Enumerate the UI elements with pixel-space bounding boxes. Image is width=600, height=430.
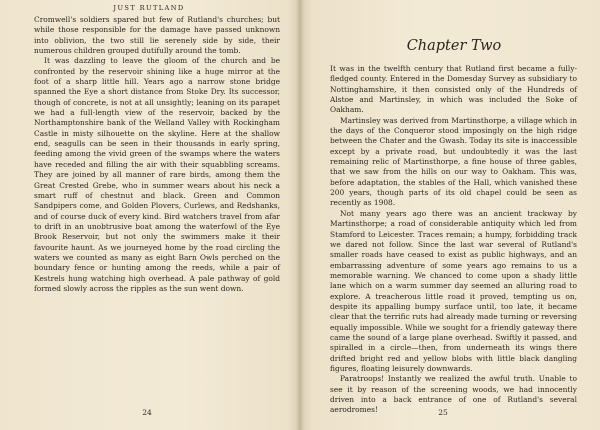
paragraph: It was dazzling to leave the gloom of the church and be confronted by the reservoir shining like a huge mirror at the foot of a sharp little hill. Years ago a narrow stone bridge spanned the Eye a short distance from Stoke Dry. Its successor, though of concrete, is not at all unsightly; leaning on its parapet we had a full-length view of the reservoir, backed by the Northamptonshire bank of the Welland Valley with Rockingham Castle in misty silhouette on the skyline. Here at the shallow end, seagulls can be seen in their thousands in early spring, feeding among the vivid green of the swamps where the waters have receded and filling the air with their squabbling screams. They are joined by all manner of rare birds, among them the Great Crested Grebe, who in summer wears about his neck a smart ruff of chestnut and black. Green and Common Sandpipers come, and Golden Plovers, Curlews, and Redshanks, and of course duck of every kind. Bird watchers travel from afar to drift in an unobtrusive boat among the waterfowl of the Eye Brook Reservoir, but not only the swimmers make it their favourite haunt. As we journeyed home by the road circling the waters we counted as many as eight Barn Owls perched on the boundary fence or hunting among the reeds, while a pair of Kestrels hung watching high overhead. A pale pathway of gold formed slowly across the ripples as the sun went down. [34, 56, 280, 293]
running-head: JUST RUTLAND [113, 4, 185, 12]
paragraph: Paratroops! Instantly we realized the awful truth. Unable to see it by reason of the screening woods, we had innocently driven into a back entrance of one of Rutland's several aerodromes! [330, 374, 577, 415]
left-page-body [34, 15, 280, 294]
left-page [0, 0, 298, 430]
paragraph: Martinsley was derived from Martinsthorpe, a village which in the days of the Conqueror stood imposingly on the high ridge between the Chater and the Gwash. Today its site is inaccessible except by a private road, but undoubtedly it was the last remaining relic of Martinsthorpe, a fine house of three gables, that we saw from the hills on our way to Oakham. This was, before adaptation, the stables of the Hall, which vanished these 200 years, though parts of its old chapel could be seen as recently as 1908. [330, 115, 577, 208]
page-number: 25 [438, 408, 448, 417]
page-number: 24 [142, 408, 152, 417]
right-page-body [330, 64, 577, 416]
paragraph: Cromwell's soldiers spared but few of Rutland's churches; but while those responsible for the damage have passed unknown into oblivion, the two still lie serenely side by side, their numerous children grouped dutifully around the tomb. [34, 15, 280, 56]
paragraph: Not many years ago there was an ancient trackway by Martinsthorpe; a road of considerable antiquity which led from Stamford to Leicester. Traces remain; a humpy, forbidding track we dared not follow. Since the last war several of Rutland's smaller roads have ceased to exist as public highways, and an embarrassing adventure of some years ago remains to us a memorable warning. We chanced to come upon a shady little lane which on a warm summer day seemed an alluring road to explore. A treacherous little road it proved, tempting us on, despite its appalling bumpy surface until, too late, it became clear that the terrific ruts had already made turning or reversing equally impossible. While we sought for a friendly gateway there came the sound of a large plane overhead. Swiftly it passed, and spiralled in a circle—then, from underneath its wings there drifted bright red and yellow blobs with little black dangling figures, floating leisurely downwards. [330, 208, 577, 373]
paragraph: It was in the twelfth century that Rutland first became a fully-fledged county. Entered in the Domesday Survey as subsidiary to Nottinghamshire, it then consisted only of the Hundreds of Alstoe and Martinsley, in which was included the Soke of Oakham. [330, 64, 577, 115]
chapter-title: Chapter Two [406, 38, 502, 54]
right-page [302, 0, 600, 430]
